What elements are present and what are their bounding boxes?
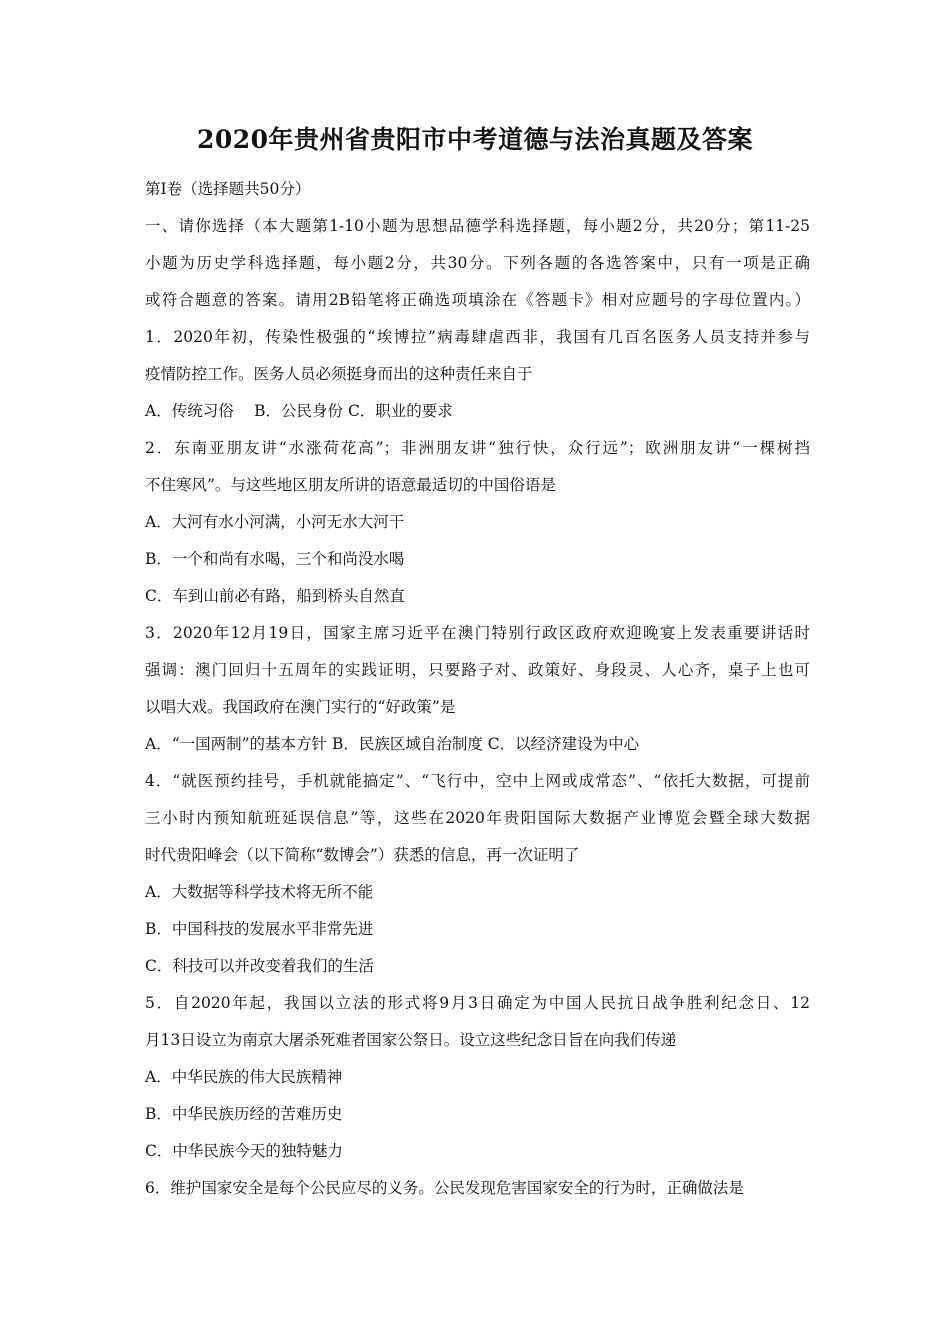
q2-option-a: A．大河有水小河满，小河无水大河干	[145, 513, 405, 531]
section-header: 第Ⅰ卷（选择题共50分）	[145, 180, 311, 198]
q4-stem-line-3: 时代贵阳峰会（以下简称“数博会”）获悉的信息，再一次证明了	[145, 846, 580, 864]
instructions-line-1: 一、请你选择（本大题第1-10小题为思想品德学科选择题，每小题2分，共20分；第11-25	[145, 217, 810, 235]
q5-option-c: C．中华民族今天的独特魅力	[145, 1142, 343, 1160]
q1-stem-line-2: 疫情防控工作。医务人员必须挺身而出的这种责任来自于	[145, 365, 533, 383]
q2-option-b: B．一个和尚有水喝，三个和尚没水喝	[145, 550, 405, 568]
q5-option-a: A．中华民族的伟大民族精神	[145, 1068, 343, 1086]
q4-option-a: A．大数据等科学技术将无所不能	[145, 883, 374, 901]
q1-options: A．传统习俗 B．公民身份 C．职业的要求	[145, 402, 453, 420]
q5-stem-line-1: 5．自2020年起，我国以立法的形式将9月3日确定为中国人民抗日战争胜利纪念日、12	[145, 994, 810, 1012]
q1-stem-line-1: 1．2020年初，传染性极强的“埃博拉”病毒肆虐西非，我国有几百名医务人员支持并参与	[145, 328, 810, 346]
q2-stem-line-2: 不住寒风”。与这些地区朋友所讲的语意最适切的中国俗语是	[145, 476, 556, 494]
q4-stem-line-2: 三小时内预知航班延误信息”等，这些在2020年贵阳国际大数据产业博览会暨全球大数据	[145, 809, 810, 827]
q3-stem-line-3: 以唱大戏。我国政府在澳门实行的“好政策”是	[145, 698, 456, 716]
q6-stem-line-1: 6．维护国家安全是每个公民应尽的义务。公民发现危害国家安全的行为时，正确做法是	[145, 1179, 744, 1197]
q4-option-b: B．中国科技的发展水平非常先进	[145, 920, 374, 938]
q4-option-c: C．科技可以并改变着我们的生活	[145, 957, 374, 975]
q5-option-b: B．中华民族历经的苦难历史	[145, 1105, 343, 1123]
q3-stem-line-2: 强调：澳门回归十五周年的实践证明，只要路子对、政策好、身段灵、人心齐，桌子上也可	[145, 661, 810, 679]
q3-stem-line-1: 3．2020年12月19日，国家主席习近平在澳门特别行政区政府欢迎晚宴上发表重要讲话时	[145, 624, 810, 642]
instructions-line-2: 小题为历史学科选择题，每小题2分，共30分。下列各题的各选答案中，只有一项是正确	[145, 254, 810, 272]
q2-option-c: C．车到山前必有路，船到桥头自然直	[145, 587, 405, 605]
q4-stem-line-1: 4．“就医预约挂号，手机就能搞定”、“飞行中，空中上网或成常态”、“依托大数据，可提前	[145, 772, 810, 790]
q5-stem-line-2: 月13日设立为南京大屠杀死难者国家公祭日。设立这些纪念日旨在向我们传递	[145, 1031, 677, 1049]
instructions-line-3: 或符合题意的答案。请用2B铅笔将正确选项填涂在《答题卡》相对应题号的字母位置内。）	[145, 291, 810, 309]
document-title: 2020年贵州省贵阳市中考道德与法治真题及答案	[196, 125, 754, 154]
q3-options: A．“一国两制”的基本方针 B．民族区域自治制度 C．以经济建设为中心	[145, 735, 640, 753]
q2-stem-line-1: 2．东南亚朋友讲“水涨荷花高”；非洲朋友讲“独行快，众行远”；欧洲朋友讲“一棵树挡	[145, 439, 810, 457]
